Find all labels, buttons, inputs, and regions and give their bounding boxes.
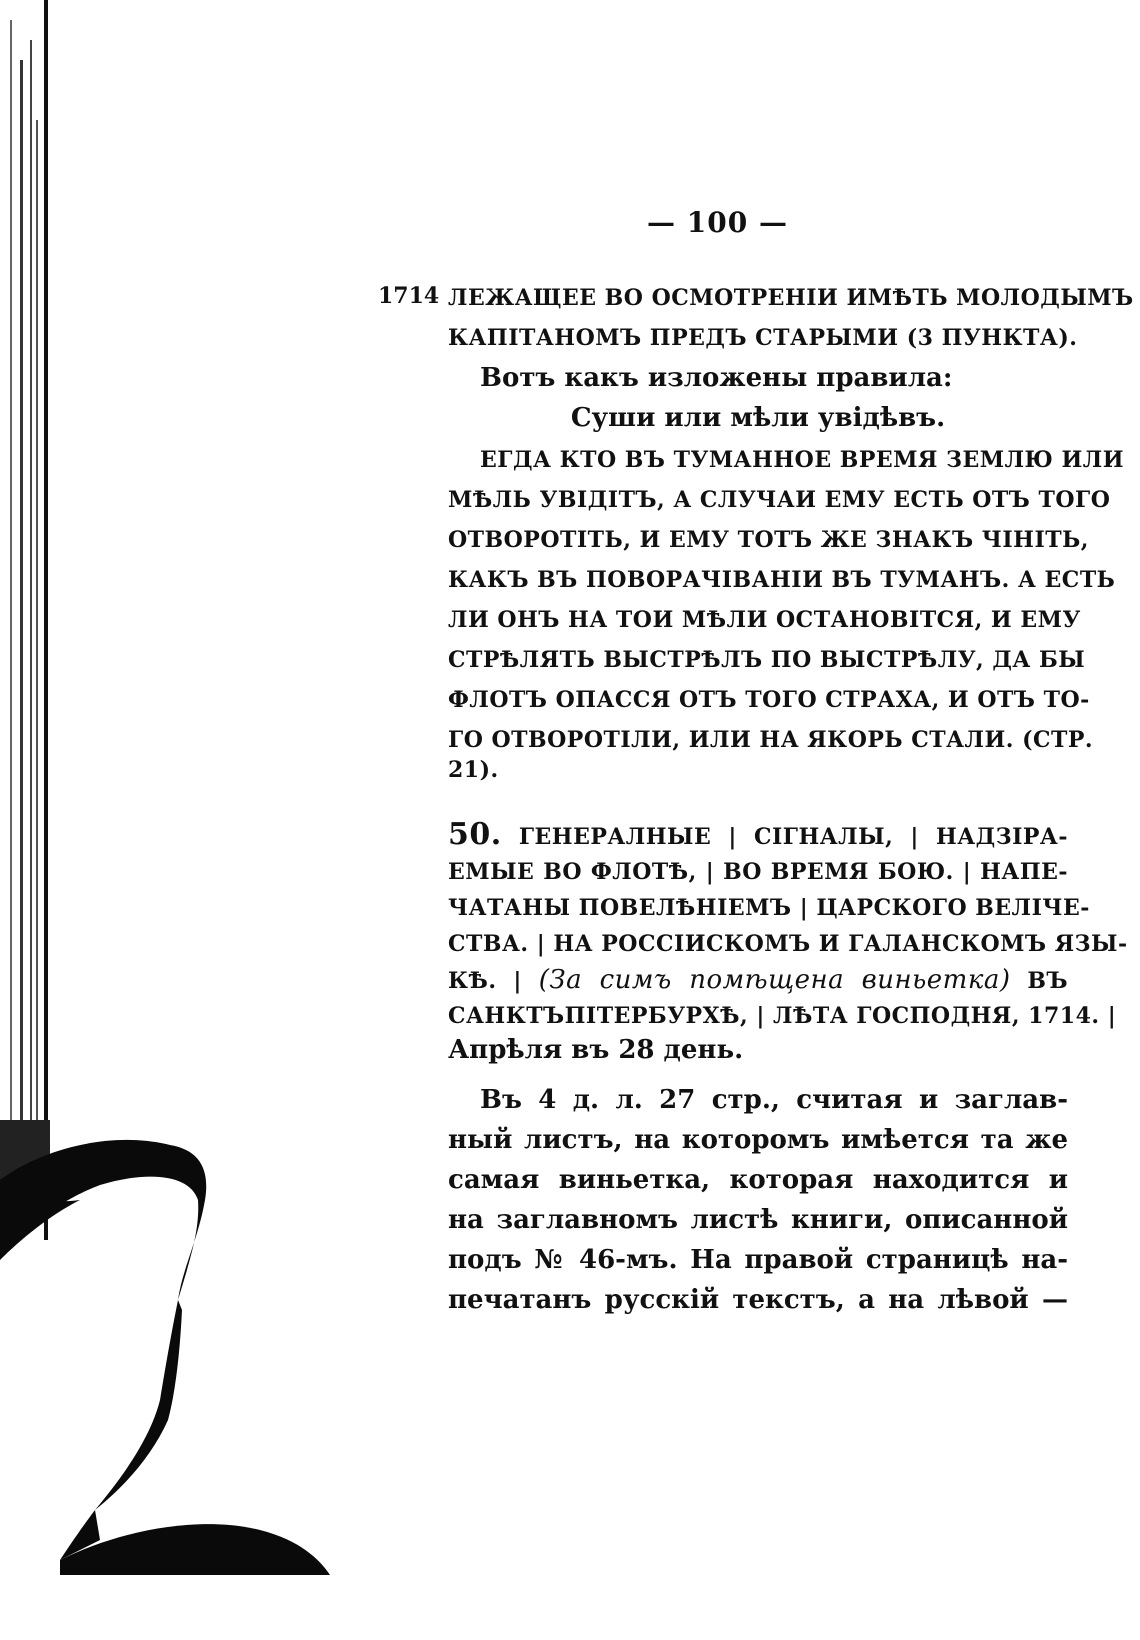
entry-line <box>448 815 1068 855</box>
desc-line: Въ 4 д. л. 27 стр., считая и заглав- <box>480 1085 1068 1115</box>
page-number: — 100 — <box>647 206 788 239</box>
ink-blot-artifact <box>0 0 400 1640</box>
desc-line: подъ № 46-мъ. На правой страницѣ на- <box>448 1245 1068 1275</box>
entry-text-part: ВЪ <box>1010 968 1068 994</box>
year-marker: 1714 <box>378 283 440 309</box>
desc-line: ный листъ, на которомъ имѣется та же <box>448 1125 1068 1155</box>
intro-line: Вотъ какъ изложены правила: <box>480 363 953 393</box>
desc-line: самая виньетка, которая находится и <box>448 1165 1068 1195</box>
entry-line: ЕМЫЕ ВО ФЛОТѢ, | ВО ВРЕМЯ БОЮ. | НАПЕ- <box>448 859 1068 885</box>
entry-line: САНКТЪПIТЕРБУРХѢ, | ЛѢТА ГОСПОДНЯ, 1714. | <box>448 1003 1117 1029</box>
quote-line: 21). <box>448 757 499 783</box>
quote-line: МѢЛЬ УВIДIТЪ, А СЛУЧАИ ЕМУ ЕСТЬ ОТЪ ТОГО <box>448 487 1111 513</box>
text-column <box>448 0 1134 1640</box>
quote-line: СТРѢЛЯТЬ ВЫСТРѢЛЪ ПО ВЫСТРѢЛУ, ДА БЫ <box>448 647 1086 673</box>
quote-line: КАКЪ ВЪ ПОВОРАЧIВАНIИ ВЪ ТУМАНЪ. А ЕСТЬ <box>448 567 1116 593</box>
entry-line: Апрѣля въ 28 день. <box>448 1035 744 1065</box>
entry-line: СТВА. | НА РОССIИСКОМЪ И ГАЛАНСКОМЪ ЯЗЫ- <box>448 931 1128 957</box>
subheading: Суши или мѣли увiдѣвъ. <box>570 403 946 433</box>
quote-line: ЕГДА КТО ВЪ ТУМАННОЕ ВРЕМЯ ЗЕМЛЮ ИЛИ <box>480 447 1125 473</box>
desc-line: на заглавномъ листѣ книги, описанной <box>448 1205 1068 1235</box>
entry-title-part: ГЕНЕРАЛНЫЕ | СIГНАЛЫ, | НАДЗIРА- <box>518 824 1068 850</box>
quote-line: ЛИ ОНЪ НА ТОИ МѢЛИ ОСТАНОВIТСЯ, И ЕМУ <box>448 607 1081 633</box>
quote-line: ФЛОТЪ ОПАССЯ ОТЪ ТОГО СТРАХА, И ОТЪ ТО- <box>448 687 1090 713</box>
entry-line <box>448 960 1068 1000</box>
quote-line: ОТВОРОТIТЬ, И ЕМУ ТОТЪ ЖЕ ЗНАКЪ ЧIНIТЬ, <box>448 527 1089 553</box>
entry-number: 50. <box>448 817 502 852</box>
entry-text-part: КѢ. | <box>448 968 539 994</box>
text-line: КАПIТАНОМЪ ПРЕДЪ СТАРЫМИ (3 ПУНКТА). <box>448 325 1078 351</box>
desc-line: печатанъ русскiй текстъ, а на лѣвой — <box>448 1285 1068 1315</box>
entry-line: ЧАТАНЫ ПОВЕЛѢНIЕМЪ | ЦАРСКОГО ВЕЛIЧЕ- <box>448 895 1090 921</box>
entry-italic-note: (За симъ помѣщена виньетка) <box>538 965 1011 995</box>
text-line: ЛЕЖАЩЕЕ ВО ОСМОТРЕНIИ ИМѢТЬ МОЛОДЫМЪ <box>448 285 1134 311</box>
quote-line: ГО ОТВОРОТIЛИ, ИЛИ НА ЯКОРЬ СТАЛИ. (СТР. <box>448 727 1094 753</box>
